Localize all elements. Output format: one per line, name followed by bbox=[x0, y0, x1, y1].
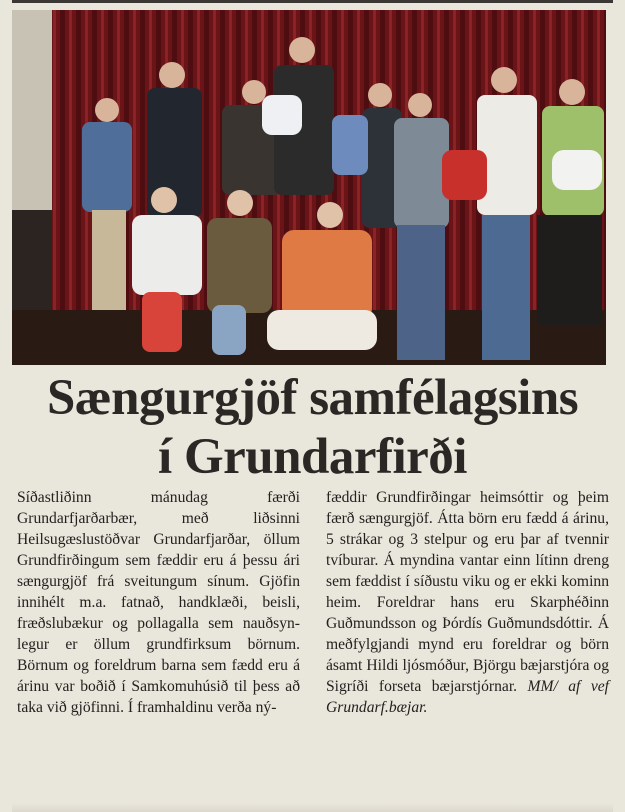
photo-credit: MM/ af vef Grundarf.bæjar. bbox=[326, 678, 609, 716]
column-2-text: fæddir Grundfirðingar heimsóttir og þeim færð sængurgjöf. Átta börn eru fædd á árinu, 5 strákar og 3 stelpur og eru þar af tvennir tvíburar. Á myndina vantar einn lítinn dreng sem fæddist í síðustu viku og er ekki kominn heim. Foreldrar hans eru Skarphéðinn Guðmundsson og Þórdís Guðmundsdóttir. Á meðfylgjandi mynd eru foreldrar og börn ásamt Hildi ljósmóður, Björgu bæjarstjóra og Sigríði forseta bæjarstjórnar. bbox=[326, 489, 609, 695]
column-1-text: Síðastliðinn mánudag færði Grundarfjarðarbær, með liðsinni Heilsugæslustöðvar Grundarfjarðar, öllum Grundfirðingum sem fæddir eru á þessu ári sængurgjöf frá sveitungum sínum. Gjöfin innihélt m.a. fatnað, handklæði, beisli, fræðslubækur og pollagalla sem nauðsynlegur er öllum grundfirksum börnum. Börnum og foreldrum barna sem fædd eru á árinu var boðið í Samkomuhúsið til þess að taka við gjöfinni. Í framhaldinu verða ný- bbox=[17, 489, 300, 716]
group-photo bbox=[12, 10, 606, 365]
bottom-edge bbox=[12, 803, 613, 812]
column-2-paragraph bbox=[326, 487, 609, 718]
article-column-right bbox=[326, 487, 609, 807]
top-rule bbox=[12, 0, 613, 3]
article-body bbox=[17, 487, 609, 807]
article-headline bbox=[8, 368, 617, 486]
article-column-left bbox=[17, 487, 300, 807]
headline-line-2: í Grundarfirði bbox=[158, 429, 467, 485]
headline-line-1: Sængurgjöf samfélagsins bbox=[46, 370, 579, 426]
